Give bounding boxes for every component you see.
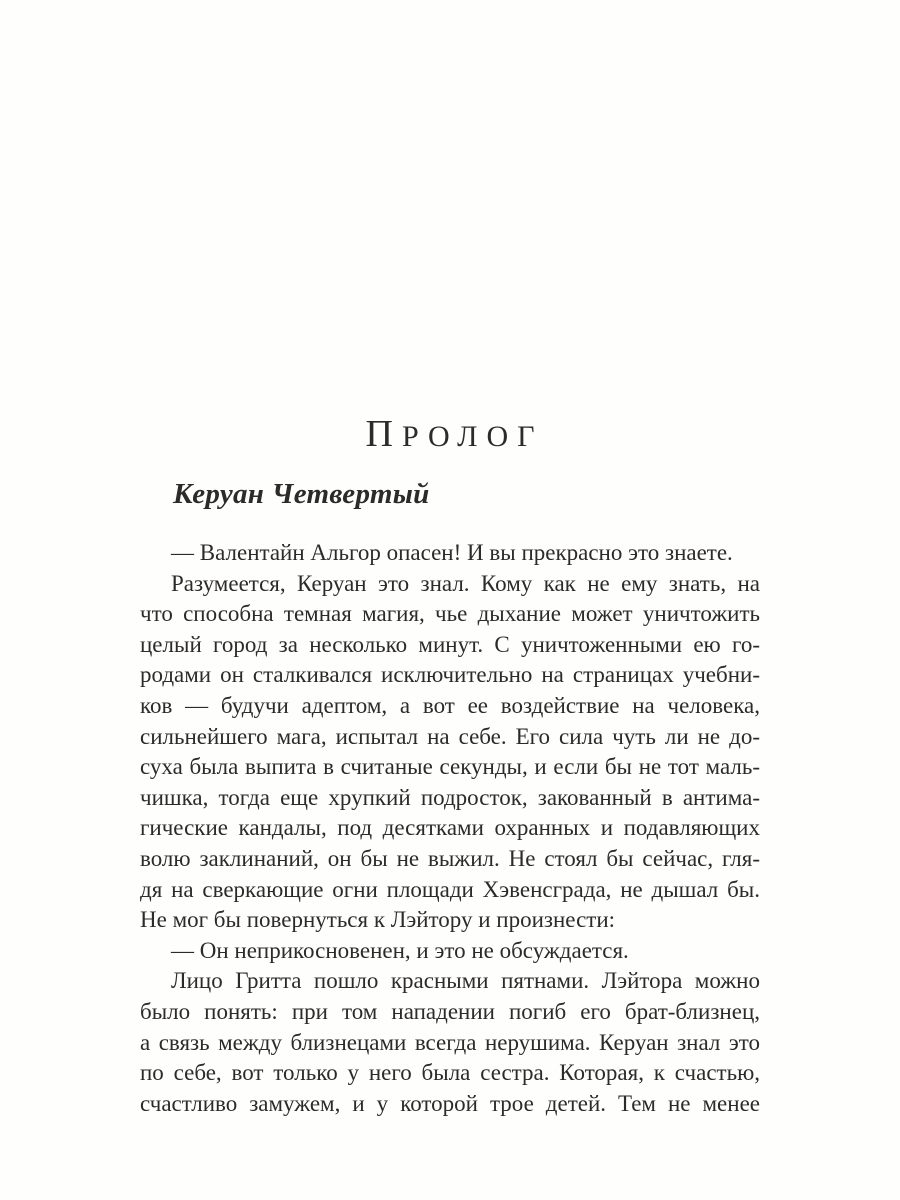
text-line: было понять: при том нападении погиб его брат-близнец, [140,998,760,1024]
text-line: чишка, тогда еще хрупкий подросток, закованный в антима- [140,784,760,810]
chapter-title-initial: П [365,413,402,455]
text-line: суха была выпита в считаные секунды, и если бы не тот маль- [140,754,760,780]
text-line: сильнейшего мага, испытал на себе. Его сила чуть ли не до- [140,723,760,749]
body-text [140,538,760,1119]
text-line: что способна темная магия, чье дыхание может уничтожить [140,601,760,627]
section-subtitle: Керуан Четвертый [173,478,430,510]
text-line: Разумеется, Керуан это знал. Кому как не ему знать, на [171,570,760,596]
text-line: счастливо замужем, и у которой трое детей. Тем не менее [140,1090,760,1116]
text-line: Лицо Гритта пошло красными пятнами. Лэйтора можно [171,968,760,994]
text-line: — Валентайн Альгор опасен! И вы прекрасно это знаете. [171,540,733,565]
text-line: ков — будучи адептом, а вот ее воздействие на человека, [140,692,760,718]
chapter-title-rest: РОЛОГ [401,420,544,453]
text-line: целый город за несколько минут. С уничтоженными ею го- [140,631,760,657]
text-line: гические кандалы, под десятками охранных и подавляющих [140,815,760,841]
text-line: волю заклинаний, он бы не выжил. Не стоял бы сейчас, гля- [140,845,760,871]
text-line: Не мог бы повернуться к Лэйтору и произнести: [140,907,616,933]
text-line: родами он сталкивался исключительно на страницах учебни- [140,662,760,688]
text-line: по себе, вот только у него была сестра. Которая, к счастью, [140,1060,760,1086]
text-line: — Он неприкосновенен, и это не обсуждается. [171,937,629,963]
text-line: дя на сверкающие огни площади Хэвенсграда, не дышал бы. [140,876,760,902]
text-line: а связь между близнецами всегда нерушима. Керуан знал это [140,1029,760,1055]
chapter-title [140,414,760,462]
